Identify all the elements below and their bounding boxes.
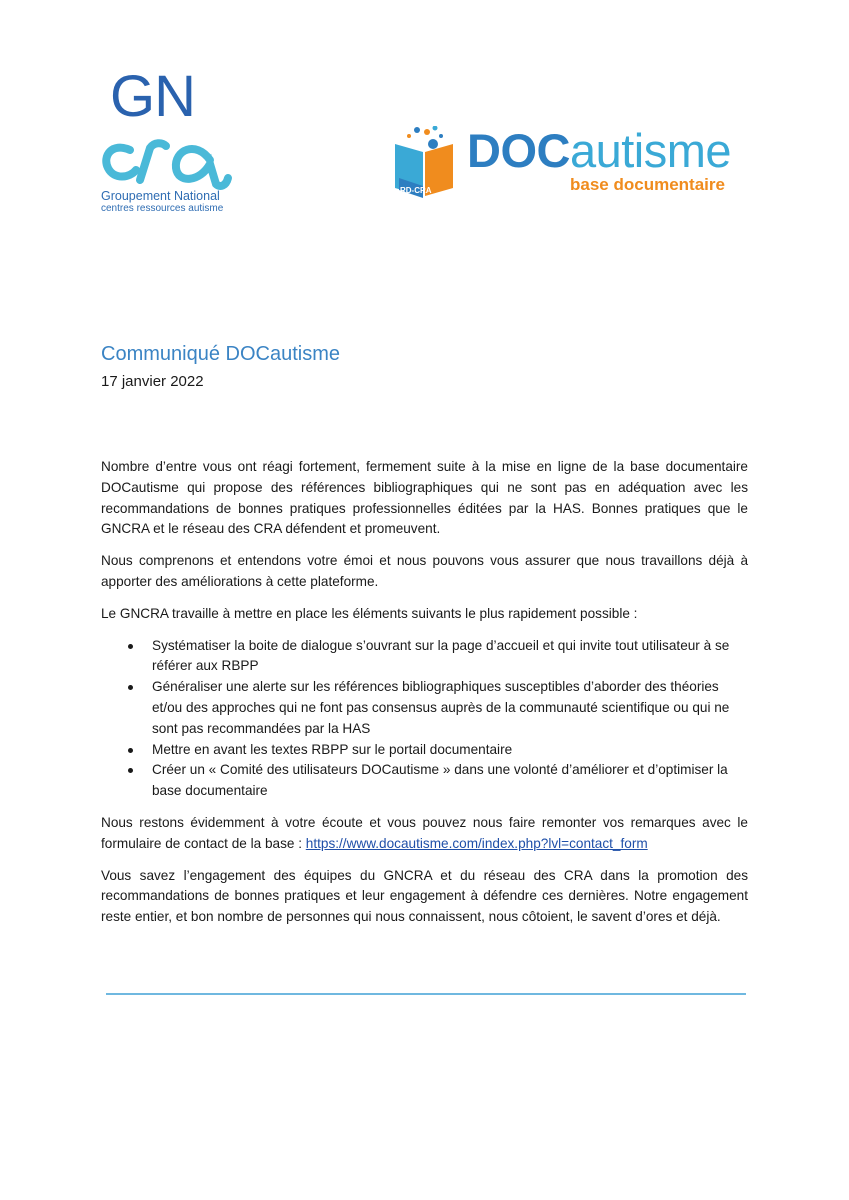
gncra-logo-letters: GN xyxy=(110,64,195,129)
list-item-text: Mettre en avant les textes RBPP sur le portail documentaire xyxy=(152,741,513,757)
paragraph-5: Vous savez l’engagement des équipes du GNCRA et du réseau des CRA dans la promotion des recommandations de bonnes pratiques et leur engagement à défendre ces dernières. Notre engagement reste entier, et bon nombre de personnes qui nous connaissent, nous côtoient, le savent d’ores et déjà. xyxy=(101,867,748,925)
paragraph-1: Nombre d’entre vous ont réagi fortement, fermement suite à la mise en ligne de la base documentaire DOCautisme qui propose des références bibliographiques qui ne sont pas en adéquation avec les recommandations de bonnes pratiques professionnelles éditées par la HAS. Bonnes pratiques que le GNCRA et le réseau des CRA défendent et promeuvent. xyxy=(101,459,748,537)
list-item-text: Créer un « Comité des utilisateurs DOCautisme » dans une volonté d’améliorer et d’optimiser la base documentaire xyxy=(152,762,728,799)
gncra-subtitle: centres ressources autisme xyxy=(101,203,224,214)
list-item xyxy=(101,636,748,678)
paragraph-2: Nous comprenons et entendons votre émoi et nous pouvons vous assurer que nous travaillons déjà à apporter des améliorations à cette plateforme. xyxy=(101,553,748,589)
bullet-icon xyxy=(128,644,133,649)
bullet-icon xyxy=(128,768,133,773)
list-item-text: Systématiser la boite de dialogue s’ouvrant sur la page d’accueil et qui invite tout utilisateur à se référer aux RBPP xyxy=(152,637,730,674)
gncra-name: Groupement National xyxy=(101,189,220,203)
list-item-text: Généraliser une alerte sur les références bibliographiques susceptibles d’aborder des théories et/ou des approches qui ne font pas consensus auprès de la communauté scientifique ou qui ne sont pas recommandées par la HAS xyxy=(152,679,730,736)
page-title: Communiqué DOCautisme xyxy=(101,343,340,365)
bullet-icon xyxy=(128,748,133,753)
docautisme-logo xyxy=(395,126,745,201)
action-list xyxy=(101,636,748,802)
list-item xyxy=(101,677,748,739)
gncra-cra-script xyxy=(100,98,240,193)
docautisme-word-light: autisme xyxy=(569,124,732,177)
paragraph-3: Le GNCRA travaille à mettre en place les éléments suivants le plus rapidement possible : xyxy=(101,605,638,621)
book-icon xyxy=(395,126,465,198)
contact-form-link[interactable]: https://www.docautisme.com/index.php?lvl=contact_form xyxy=(305,835,648,851)
gncra-logo xyxy=(100,64,240,218)
list-item xyxy=(101,760,748,802)
docautisme-word-bold: DOC xyxy=(467,124,570,177)
footer-divider xyxy=(106,993,746,995)
document-date: 17 janvier 2022 xyxy=(101,373,204,390)
list-item xyxy=(101,740,748,761)
paragraph-4-text: Nous restons évidemment à votre écoute et vous pouvez nous faire remonter vos remarques avec le formulaire de contact de la base : xyxy=(101,814,748,851)
docautisme-wordmark xyxy=(467,126,731,176)
document-body xyxy=(101,457,748,939)
docautisme-tagline: base documentaire xyxy=(570,175,725,194)
paragraph-4 xyxy=(101,813,748,855)
rd-cra-badge: RD-CRA xyxy=(400,186,432,195)
bullet-icon xyxy=(128,685,133,690)
